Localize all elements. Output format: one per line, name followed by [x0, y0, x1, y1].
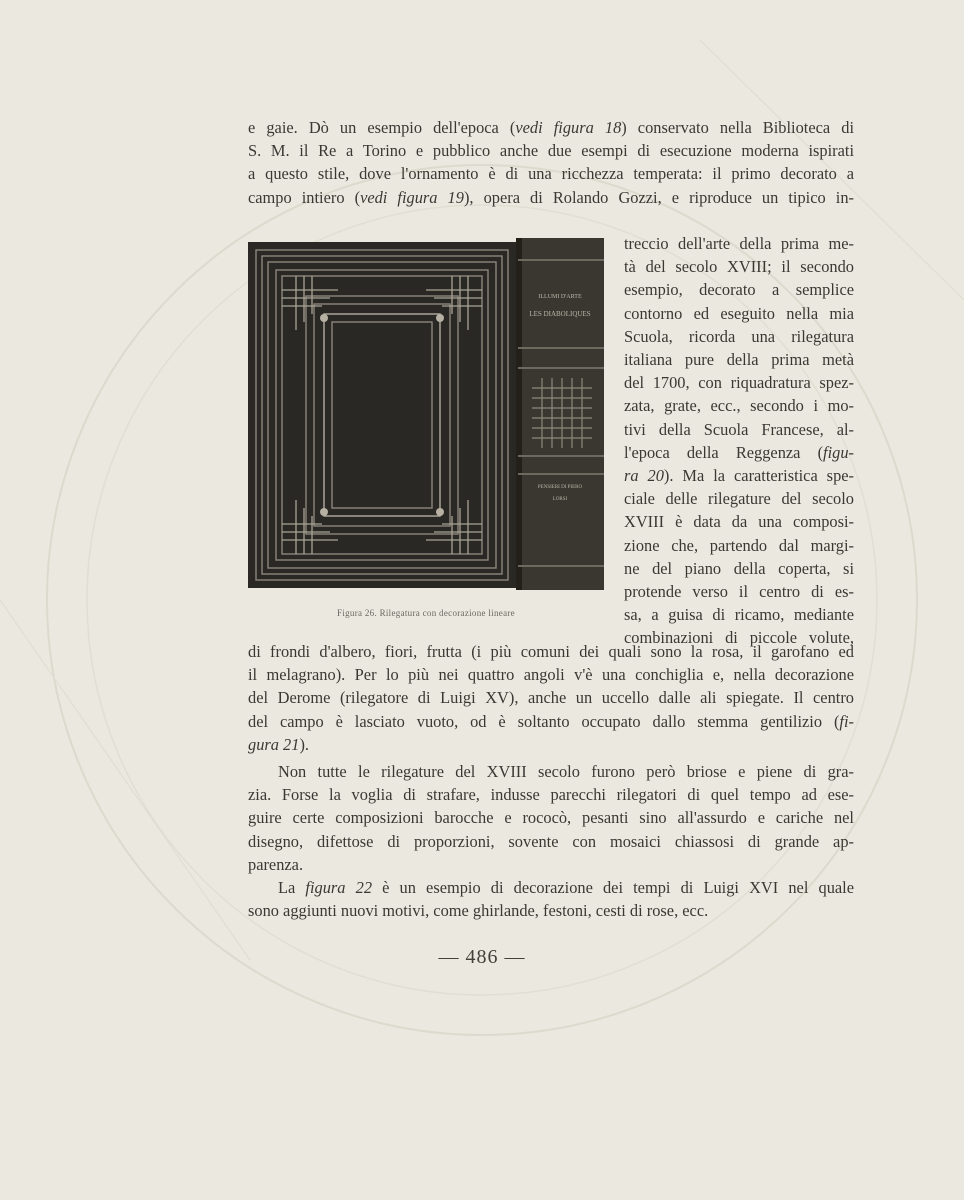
text-line: a questo stile, dove l'ornamento è di una ricchezza temperata: il primo decorato a	[248, 164, 854, 184]
text-line: parenza.	[248, 854, 304, 874]
text-line: il melagrano). Per lo più nei quattro angoli v'è una conchiglia e, nella decorazione	[248, 665, 854, 685]
text-line: del campo è lasciato vuoto, od è soltanto occupato dallo stemma gentilizio (fi-	[248, 711, 854, 731]
text-line: del Derome (rilegatore di Luigi XV), anche un uccello dalle ali spiegate. Il centro	[248, 688, 854, 708]
text-line: combinazioni di piccole volute,	[624, 628, 854, 648]
text-line: tivi della Scuola Francese, al-	[624, 419, 854, 439]
text-line: l'epoca della Reggenza (figu-	[624, 442, 854, 462]
figure-caption: Figura 26. Rilegatura con decorazione lineare	[337, 608, 515, 618]
text-line: zia. Forse la voglia di strafare, indusse parecchi rilegatori di quel tempo ad ese-	[248, 785, 854, 805]
text-line: sa, a guisa di ricamo, mediante	[624, 605, 854, 625]
paragraph-top	[248, 116, 854, 209]
text-line: campo intiero (vedi figura 19), opera di Rolando Gozzi, e riproduce un tipico in-	[248, 187, 854, 207]
text-line: italiana pure della prima metà	[624, 350, 854, 369]
text-line: Scuola, ricorda una rilegatura	[624, 326, 854, 346]
text-line: del 1700, con riquadratura spez-	[624, 373, 854, 393]
text-line: esempio, decorato a semplice	[624, 280, 854, 300]
spine-label-3: PENSIERI DI PIERO	[537, 485, 583, 490]
book-binding-figure	[248, 238, 604, 590]
text-line: sono aggiunti nuovi motivi, come ghirlande, festoni, cesti di rose, ecc.	[248, 901, 709, 921]
text-line: Non tutte le rilegature del XVIII secolo furono però briose e piene di gra-	[278, 762, 854, 781]
spine-label-4: LORSI	[552, 497, 568, 502]
text-line: di frondi d'albero, fiori, frutta (i più comuni dei quali sono la rosa, il garofano ed	[248, 642, 854, 661]
text-line: guire certe composizioni barocche e rococò, pesanti sino all'assurdo e cariche nel	[248, 808, 854, 828]
text-line: disegno, difettose di proporzioni, sovente con mosaici chiassosi di grande ap-	[248, 831, 854, 851]
text-line: contorno ed eseguito nella mia	[624, 303, 854, 323]
spine-label-2: LES DIABOLIQUES	[529, 310, 591, 318]
spine-label-1: ILLUMI D'ARTE	[538, 294, 582, 300]
text-line: e gaie. Dò un esempio dell'epoca (vedi figura 18) conservato nella Biblioteca di	[248, 118, 854, 137]
text-line: La figura 22 è un esempio di decorazione dei tempi di Luigi XVI nel quale	[278, 878, 855, 897]
text-line: treccio dell'arte della prima me-	[624, 234, 854, 253]
page-number: — 486 —	[438, 946, 526, 968]
text-line: protende verso il centro di es-	[624, 582, 854, 601]
paragraph-bottom	[248, 640, 854, 756]
text-line: ne del piano della coperta, si	[624, 558, 854, 578]
text-line: XVIII è data da una composi-	[624, 512, 854, 532]
text-line: ra 20). Ma la caratteristica spe-	[624, 466, 854, 485]
text-line: zione che, partendo dal margi-	[624, 535, 854, 555]
text-line: ciale delle rilegature del secolo	[624, 489, 854, 509]
paragraph-2	[248, 760, 854, 876]
text-line: zata, grate, ecc., secondo i mo-	[624, 396, 854, 416]
text-line: tà del secolo XVIII; il secondo	[624, 257, 854, 277]
paragraph-3	[248, 876, 854, 922]
text-line: gura 21).	[248, 734, 310, 754]
text-line: S. M. il Re a Torino e pubblico anche due esempi di esecuzione moderna ispirati	[248, 141, 854, 161]
